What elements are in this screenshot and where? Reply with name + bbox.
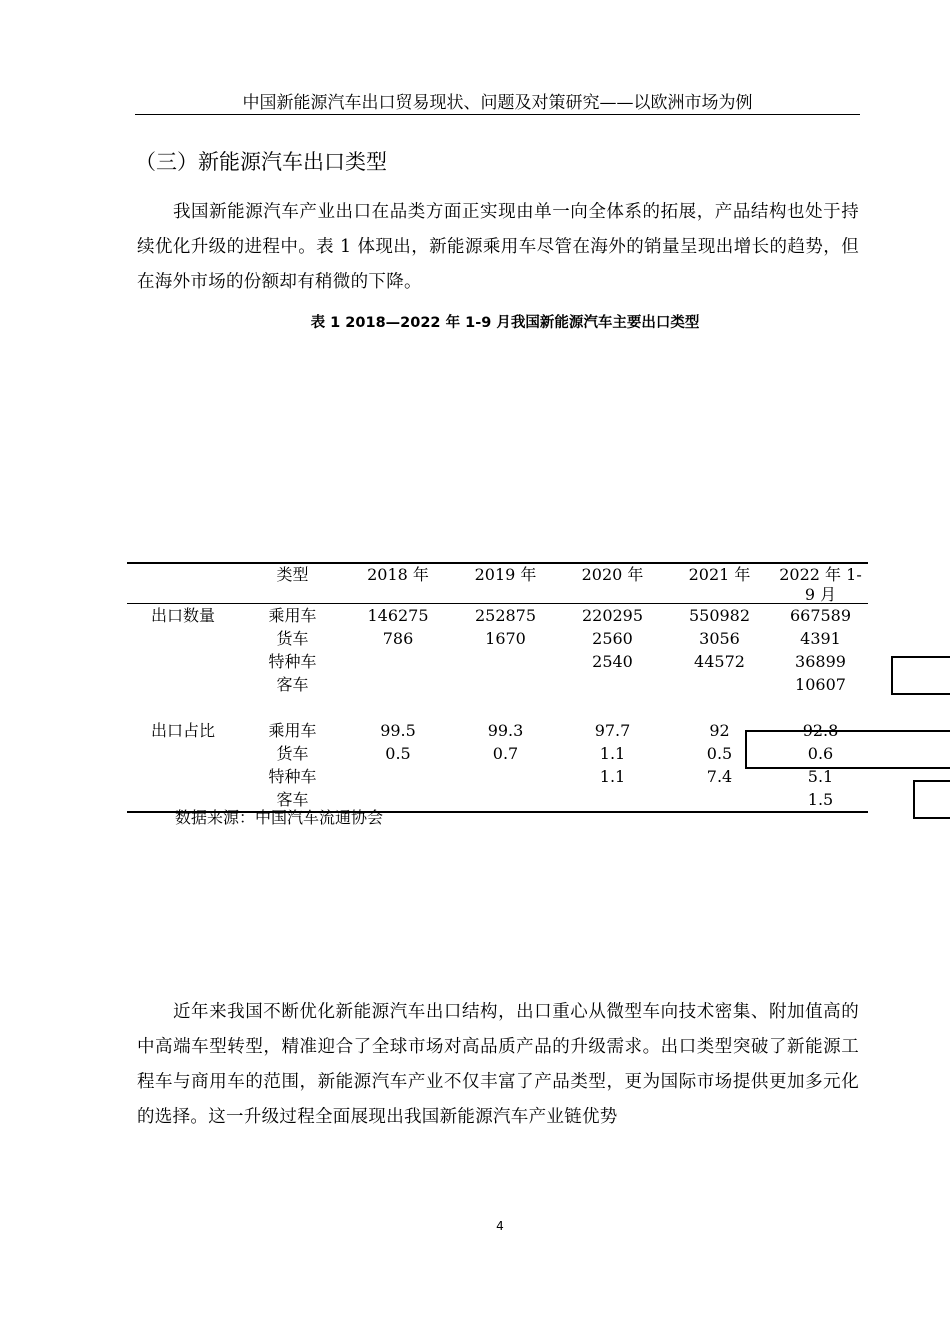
table-cell: 0.5 <box>706 744 733 763</box>
table-row-type: 客车 <box>276 790 309 809</box>
table-row-type: 货车 <box>276 629 309 648</box>
table-cell: 99.3 <box>487 721 524 740</box>
table-cell: 10607 <box>795 675 846 694</box>
table-header-2020: 2020 年 <box>581 565 644 584</box>
header-rule <box>135 114 860 115</box>
table-header-2021: 2021 年 <box>688 565 751 584</box>
table-cell: 1.1 <box>599 744 626 763</box>
table-cell: 0.5 <box>385 744 411 763</box>
table-cell: 7.4 <box>706 767 733 786</box>
overlay-box <box>745 730 950 769</box>
table-cell: 0.7 <box>492 744 519 763</box>
table-cell: 2540 <box>592 652 633 671</box>
table-cell: 1.5 <box>807 790 834 809</box>
table-row-type: 乘用车 <box>268 721 317 740</box>
paragraph-intro: 我国新能源汽车产业出口在品类方面正实现由单一向全体系的拓展，产品结构也处于持续优化升级的进程中。表 1 体现出，新能源乘用车尽管在海外的销量呈现出增长的趋势，但在海外市场的份额却有稍微的下降。 <box>137 202 859 292</box>
table-header-type: 类型 <box>276 565 309 584</box>
table-row-type: 乘用车 <box>268 606 317 625</box>
table-cell: 3056 <box>699 629 740 648</box>
table-row-type: 客车 <box>276 675 309 694</box>
table-header-rule <box>127 603 868 604</box>
table-cell: 5.1 <box>807 767 834 786</box>
section-heading: （三）新能源汽车出口类型 <box>135 150 387 174</box>
table-header-2018: 2018 年 <box>367 565 429 584</box>
table-cell: 4391 <box>800 629 841 648</box>
table-cell: 220295 <box>581 606 644 625</box>
table-row-type: 特种车 <box>268 767 317 786</box>
page-number: 4 <box>496 1219 504 1233</box>
table-cell: 0.6 <box>807 744 834 763</box>
paragraph-structure: 近年来我国不断优化新能源汽车出口结构，出口重心从微型车向技术密集、附加值高的中高端车型转型，精准迎合了全球市场对高品质产品的升级需求。出口类型突破了新能源工程车与商用车的范围，新能源汽车产业不仅丰富了产品类型，更为国际市场提供更加多元化的选择。这一升级过程全面展现出我国新能源汽车产业链优势 <box>137 1002 859 1127</box>
table-header-2022-line2: 9 月 <box>804 585 837 604</box>
table-cell: 1670 <box>485 629 526 648</box>
table-group-label-share: 出口占比 <box>150 721 215 740</box>
table-cell: 667589 <box>789 606 852 625</box>
table-row-type: 特种车 <box>268 652 317 671</box>
table-cell: 92 <box>709 721 730 740</box>
table-cell: 550982 <box>688 606 751 625</box>
overlay-box <box>913 780 950 819</box>
table-cell: 2560 <box>592 629 633 648</box>
table-cell: 44572 <box>694 652 745 671</box>
table-cell: 92.8 <box>802 721 839 740</box>
overlay-box <box>891 656 950 695</box>
table-cell: 99.5 <box>380 721 416 740</box>
table-cell: 97.7 <box>594 721 631 740</box>
table-source-note: 数据来源：中国汽车流通协会 <box>175 808 384 827</box>
table-caption: 表 1 2018—2022 年 1-9 月我国新能源汽车主要出口类型 <box>310 315 700 331</box>
table-header-2022-line1: 2022 年 1- <box>779 565 862 584</box>
table-cell: 252875 <box>474 606 537 625</box>
table-header-2019: 2019 年 <box>474 565 537 584</box>
table-cell: 786 <box>382 629 414 648</box>
table-cell: 146275 <box>367 606 429 625</box>
table-cell: 36899 <box>795 652 846 671</box>
table-cell: 1.1 <box>599 767 626 786</box>
running-header: 中国新能源汽车出口贸易现状、问题及对策研究——以欧洲市场为例 <box>242 93 753 113</box>
table-row-type: 货车 <box>276 744 309 763</box>
table-group-label-quantity: 出口数量 <box>150 606 215 625</box>
